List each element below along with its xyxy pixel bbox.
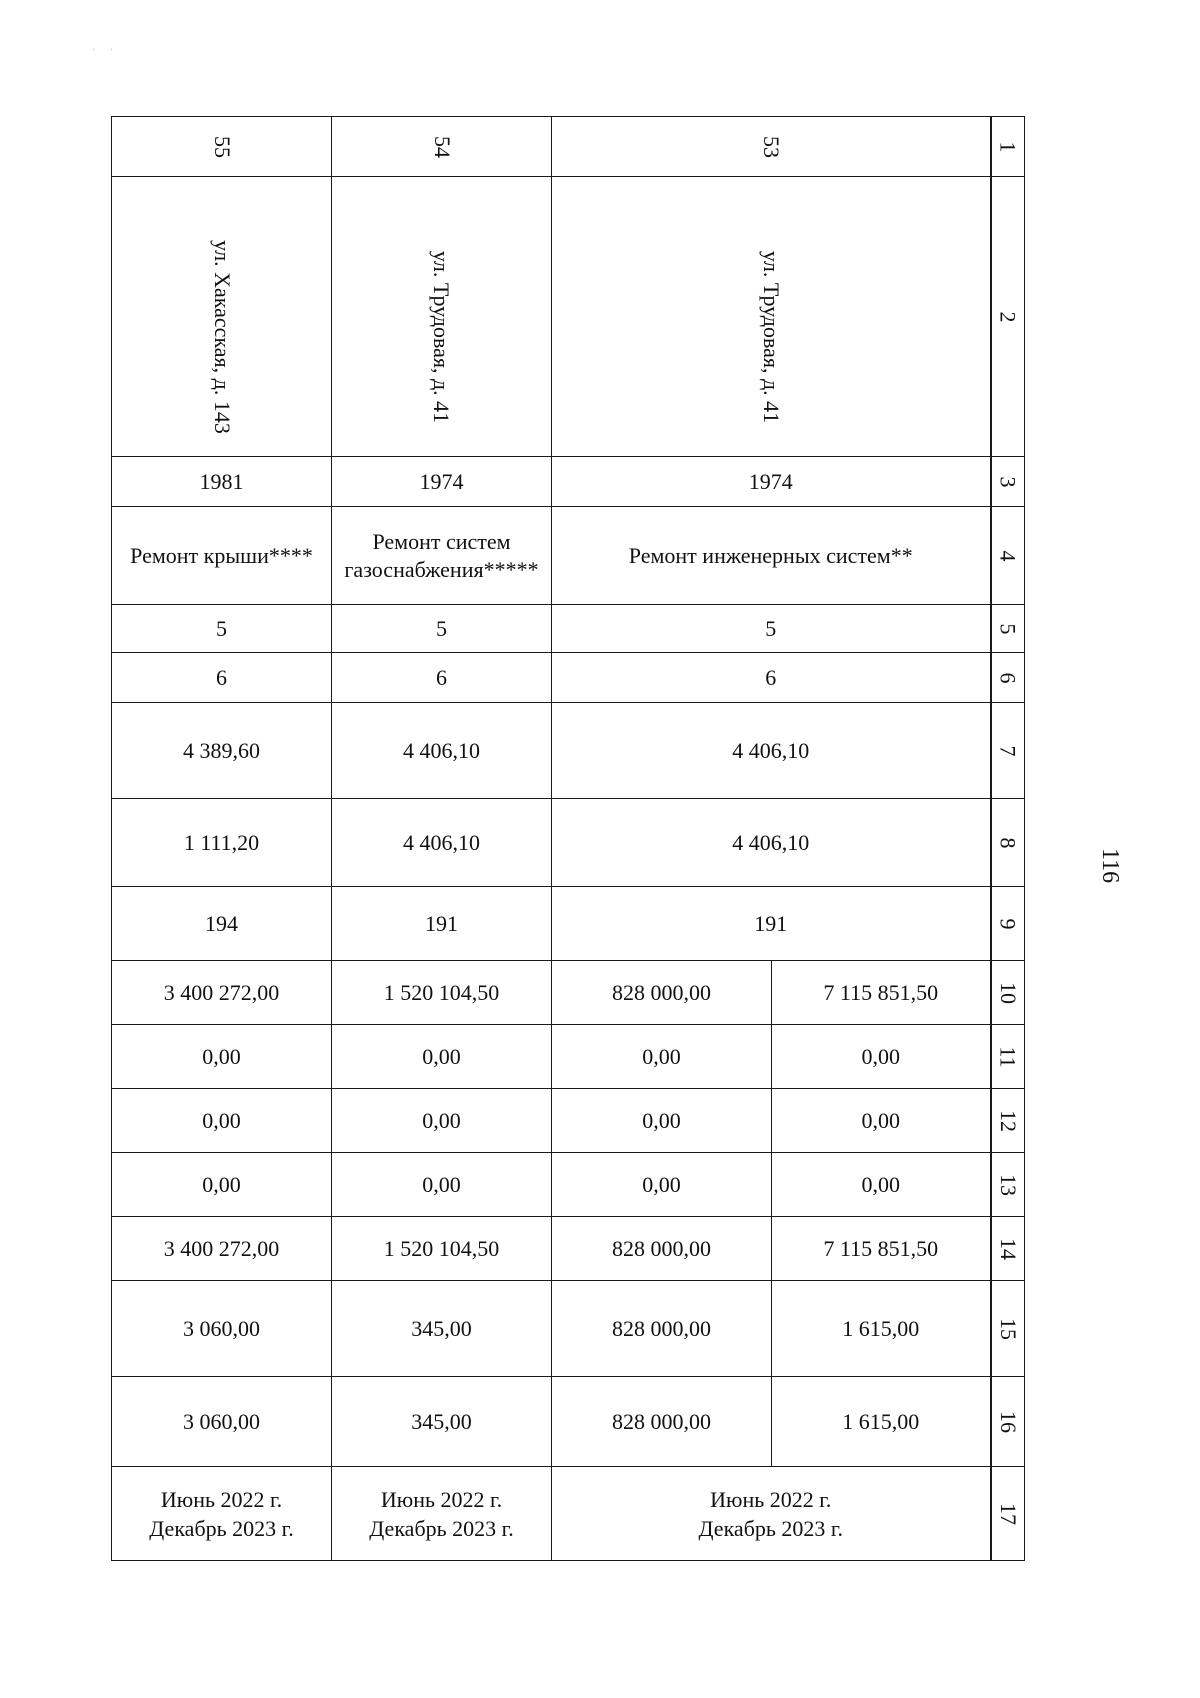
row-53-col12-a: 0,00 xyxy=(552,1089,772,1153)
row-53-work-type: Ремонт инженерных систем** xyxy=(552,507,991,605)
table-row xyxy=(112,1153,1025,1217)
table-row xyxy=(112,1467,1025,1561)
table-row xyxy=(112,507,1025,605)
row-54-col9: 191 xyxy=(332,887,552,961)
row-54-col8: 4 406,10 xyxy=(332,799,552,887)
table-row xyxy=(112,117,1025,177)
row-55-col5: 5 xyxy=(112,605,332,653)
row-54-col11: 0,00 xyxy=(332,1025,552,1089)
row-55-col16: 3 060,00 xyxy=(112,1377,332,1467)
table-row xyxy=(112,457,1025,507)
table-row xyxy=(112,703,1025,799)
column-number-4: 4 xyxy=(991,507,1025,605)
row-53-col5: 5 xyxy=(552,605,991,653)
row-53-address: ул. Трудовая, д. 41 xyxy=(552,177,991,457)
row-54-number: 54 xyxy=(332,117,552,177)
row-53-col10-b: 7 115 851,50 xyxy=(772,961,991,1025)
row-53-col16-a: 828 000,00 xyxy=(552,1377,772,1467)
row-53-col13-a: 0,00 xyxy=(552,1153,772,1217)
column-number-2: 2 xyxy=(991,177,1025,457)
row-54-col14: 1 520 104,50 xyxy=(332,1217,552,1281)
period-start: Июнь 2022 г. xyxy=(710,1486,832,1512)
column-number-5: 5 xyxy=(991,605,1025,653)
row-55-col6: 6 xyxy=(112,653,332,703)
row-55-col9: 194 xyxy=(112,887,332,961)
row-54-col12: 0,00 xyxy=(332,1089,552,1153)
column-number-1: 1 xyxy=(991,117,1025,177)
row-55-col11: 0,00 xyxy=(112,1025,332,1089)
row-53-col16-b: 1 615,00 xyxy=(772,1377,991,1467)
column-number-13: 13 xyxy=(991,1153,1025,1217)
column-number-3: 3 xyxy=(991,457,1025,507)
table-row xyxy=(112,1377,1025,1467)
row-53-col6: 6 xyxy=(552,653,991,703)
table-row xyxy=(112,177,1025,457)
column-number-16: 16 xyxy=(991,1377,1025,1467)
table-row xyxy=(112,1281,1025,1377)
period-end: Декабрь 2023 г. xyxy=(369,1515,514,1541)
row-53-col11-b: 0,00 xyxy=(772,1025,991,1089)
row-53-col10-a: 828 000,00 xyxy=(552,961,772,1025)
period-start: Июнь 2022 г. xyxy=(160,1486,283,1512)
column-number-14: 14 xyxy=(991,1217,1025,1281)
row-54-col16: 345,00 xyxy=(332,1377,552,1467)
row-55-col8: 1 111,20 xyxy=(112,799,332,887)
row-55-col13: 0,00 xyxy=(112,1153,332,1217)
row-55-col17 xyxy=(112,1467,332,1561)
column-number-15: 15 xyxy=(991,1281,1025,1377)
row-54-col7: 4 406,10 xyxy=(332,703,552,799)
row-53-col15-a: 828 000,00 xyxy=(552,1281,772,1377)
period-end: Декабрь 2023 г. xyxy=(698,1515,843,1541)
row-54-col17 xyxy=(332,1467,552,1561)
row-54-address: ул. Трудовая, д. 41 xyxy=(332,177,552,457)
row-54-col5: 5 xyxy=(332,605,552,653)
work-type-line: Ремонт систем xyxy=(372,528,511,554)
row-53-col11-a: 0,00 xyxy=(552,1025,772,1089)
row-53-number: 53 xyxy=(552,117,991,177)
page-number: 116 xyxy=(1097,848,1123,884)
row-53-col17 xyxy=(552,1467,991,1561)
row-53-col12-b: 0,00 xyxy=(772,1089,991,1153)
row-53-col7: 4 406,10 xyxy=(552,703,991,799)
column-number-11: 11 xyxy=(991,1025,1025,1089)
table-row xyxy=(112,1089,1025,1153)
column-number-8: 8 xyxy=(991,799,1025,887)
table-row xyxy=(112,653,1025,703)
row-54-year: 1974 xyxy=(332,457,552,507)
table-row xyxy=(112,961,1025,1025)
row-53-year: 1974 xyxy=(552,457,991,507)
row-53-col9: 191 xyxy=(552,887,991,961)
table-row xyxy=(112,1025,1025,1089)
row-53-col14-b: 7 115 851,50 xyxy=(772,1217,991,1281)
row-55-year: 1981 xyxy=(112,457,332,507)
row-54-work-type xyxy=(332,507,552,605)
scan-artifact: · · xyxy=(92,45,120,56)
table-row xyxy=(112,1217,1025,1281)
period-end: Декабрь 2023 г. xyxy=(149,1515,294,1541)
row-54-col6: 6 xyxy=(332,653,552,703)
capital-repair-table xyxy=(111,116,1025,1561)
row-55-col12: 0,00 xyxy=(112,1089,332,1153)
row-54-col10: 1 520 104,50 xyxy=(332,961,552,1025)
row-54-col13: 0,00 xyxy=(332,1153,552,1217)
period-start: Июнь 2022 г. xyxy=(380,1486,503,1512)
row-53-col8: 4 406,10 xyxy=(552,799,991,887)
work-type-line: газоснабжения***** xyxy=(344,556,539,582)
column-number-7: 7 xyxy=(991,703,1025,799)
row-55-number: 55 xyxy=(112,117,332,177)
column-number-12: 12 xyxy=(991,1089,1025,1153)
row-55-col10: 3 400 272,00 xyxy=(112,961,332,1025)
row-55-work-type: Ремонт крыши**** xyxy=(112,507,332,605)
column-number-17: 17 xyxy=(991,1467,1025,1561)
table-row xyxy=(112,799,1025,887)
column-number-6: 6 xyxy=(991,653,1025,703)
row-55-address: ул. Хакасская, д. 143 xyxy=(112,177,332,457)
row-55-col14: 3 400 272,00 xyxy=(112,1217,332,1281)
row-53-col15-b: 1 615,00 xyxy=(772,1281,991,1377)
table-row xyxy=(112,605,1025,653)
column-number-9: 9 xyxy=(991,887,1025,961)
row-53-col13-b: 0,00 xyxy=(772,1153,991,1217)
row-53-col14-a: 828 000,00 xyxy=(552,1217,772,1281)
row-55-col15: 3 060,00 xyxy=(112,1281,332,1377)
table-row xyxy=(112,887,1025,961)
row-54-col15: 345,00 xyxy=(332,1281,552,1377)
column-number-10: 10 xyxy=(991,961,1025,1025)
row-55-col7: 4 389,60 xyxy=(112,703,332,799)
